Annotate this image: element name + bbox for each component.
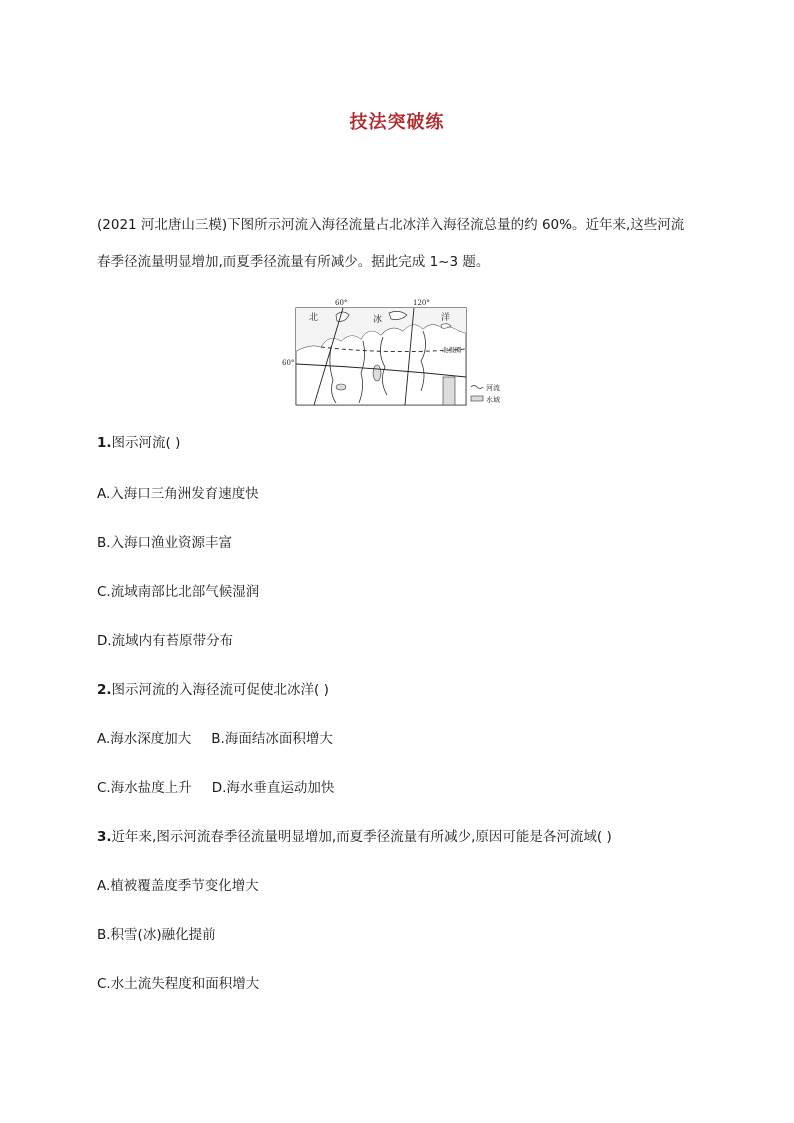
legend-river-label: 河流 bbox=[486, 384, 500, 392]
question-3-stem: 3.近年来,图示河流春季径流量明显增加,而夏季径流量有所减少,原因可能是各河流域( ) bbox=[97, 829, 612, 845]
question-2-number: 2. bbox=[97, 682, 112, 698]
question-2-option-d: D.海水垂直运动加快 bbox=[211, 780, 335, 796]
legend-river-symbol bbox=[471, 386, 483, 389]
ocean-label-char-2: 冰 bbox=[373, 315, 383, 325]
legend-water-label: 水域 bbox=[486, 396, 500, 404]
intro-line-1: (2021 河北唐山三模)下图所示河流入海径流量占北冰洋入海径流总量的约 60%。近年来,这些河流 bbox=[97, 217, 685, 233]
question-3-option-a: A.植被覆盖度季节变化增大 bbox=[97, 878, 259, 894]
question-2-options-row-1 bbox=[97, 729, 333, 749]
question-2-option-c: C.海水盐度上升 bbox=[97, 780, 192, 796]
question-1-number: 1. bbox=[97, 435, 112, 451]
question-2-option-b: B.海面结冰面积增大 bbox=[211, 731, 333, 747]
ocean-label-char-3: 洋 bbox=[441, 313, 451, 323]
question-3-number: 3. bbox=[97, 829, 112, 845]
intro-line-2: 春季径流量明显增加,而夏季径流量有所减少。据此完成 1~3 题。 bbox=[97, 254, 490, 270]
question-2-option-a: A.海水深度加大 bbox=[97, 731, 192, 747]
arctic-rivers-map bbox=[281, 295, 521, 410]
lon-label-120: 120° bbox=[413, 299, 430, 307]
question-3-option-b: B.积雪(冰)融化提前 bbox=[97, 927, 216, 943]
ocean-label-char-1: 北 bbox=[309, 313, 319, 323]
arctic-circle-label: 北极圈 bbox=[442, 346, 462, 354]
legend-water-symbol bbox=[471, 396, 483, 401]
water-body bbox=[336, 384, 346, 390]
question-1-option-c: C.流域南部比北部气候湿润 bbox=[97, 584, 260, 600]
question-1-option-d: D.流域内有苔原带分布 bbox=[97, 633, 234, 649]
page-title: 技法突破练 bbox=[349, 112, 445, 133]
water-body bbox=[443, 377, 455, 405]
question-1-stem: 1.图示河流( ) bbox=[97, 435, 181, 451]
question-2-stem: 2.图示河流的入海径流可促使北冰洋( ) bbox=[97, 682, 329, 698]
question-1-option-a: A.入海口三角洲发育速度快 bbox=[97, 486, 259, 502]
question-2-options-row-2 bbox=[97, 778, 334, 798]
lon-label-60: 60° bbox=[335, 299, 348, 307]
question-1-option-b: B.入海口渔业资源丰富 bbox=[97, 535, 233, 551]
lat-label-60: 60° bbox=[282, 359, 295, 367]
water-body bbox=[373, 365, 381, 381]
question-3-option-c: C.水土流失程度和面积增大 bbox=[97, 976, 260, 992]
